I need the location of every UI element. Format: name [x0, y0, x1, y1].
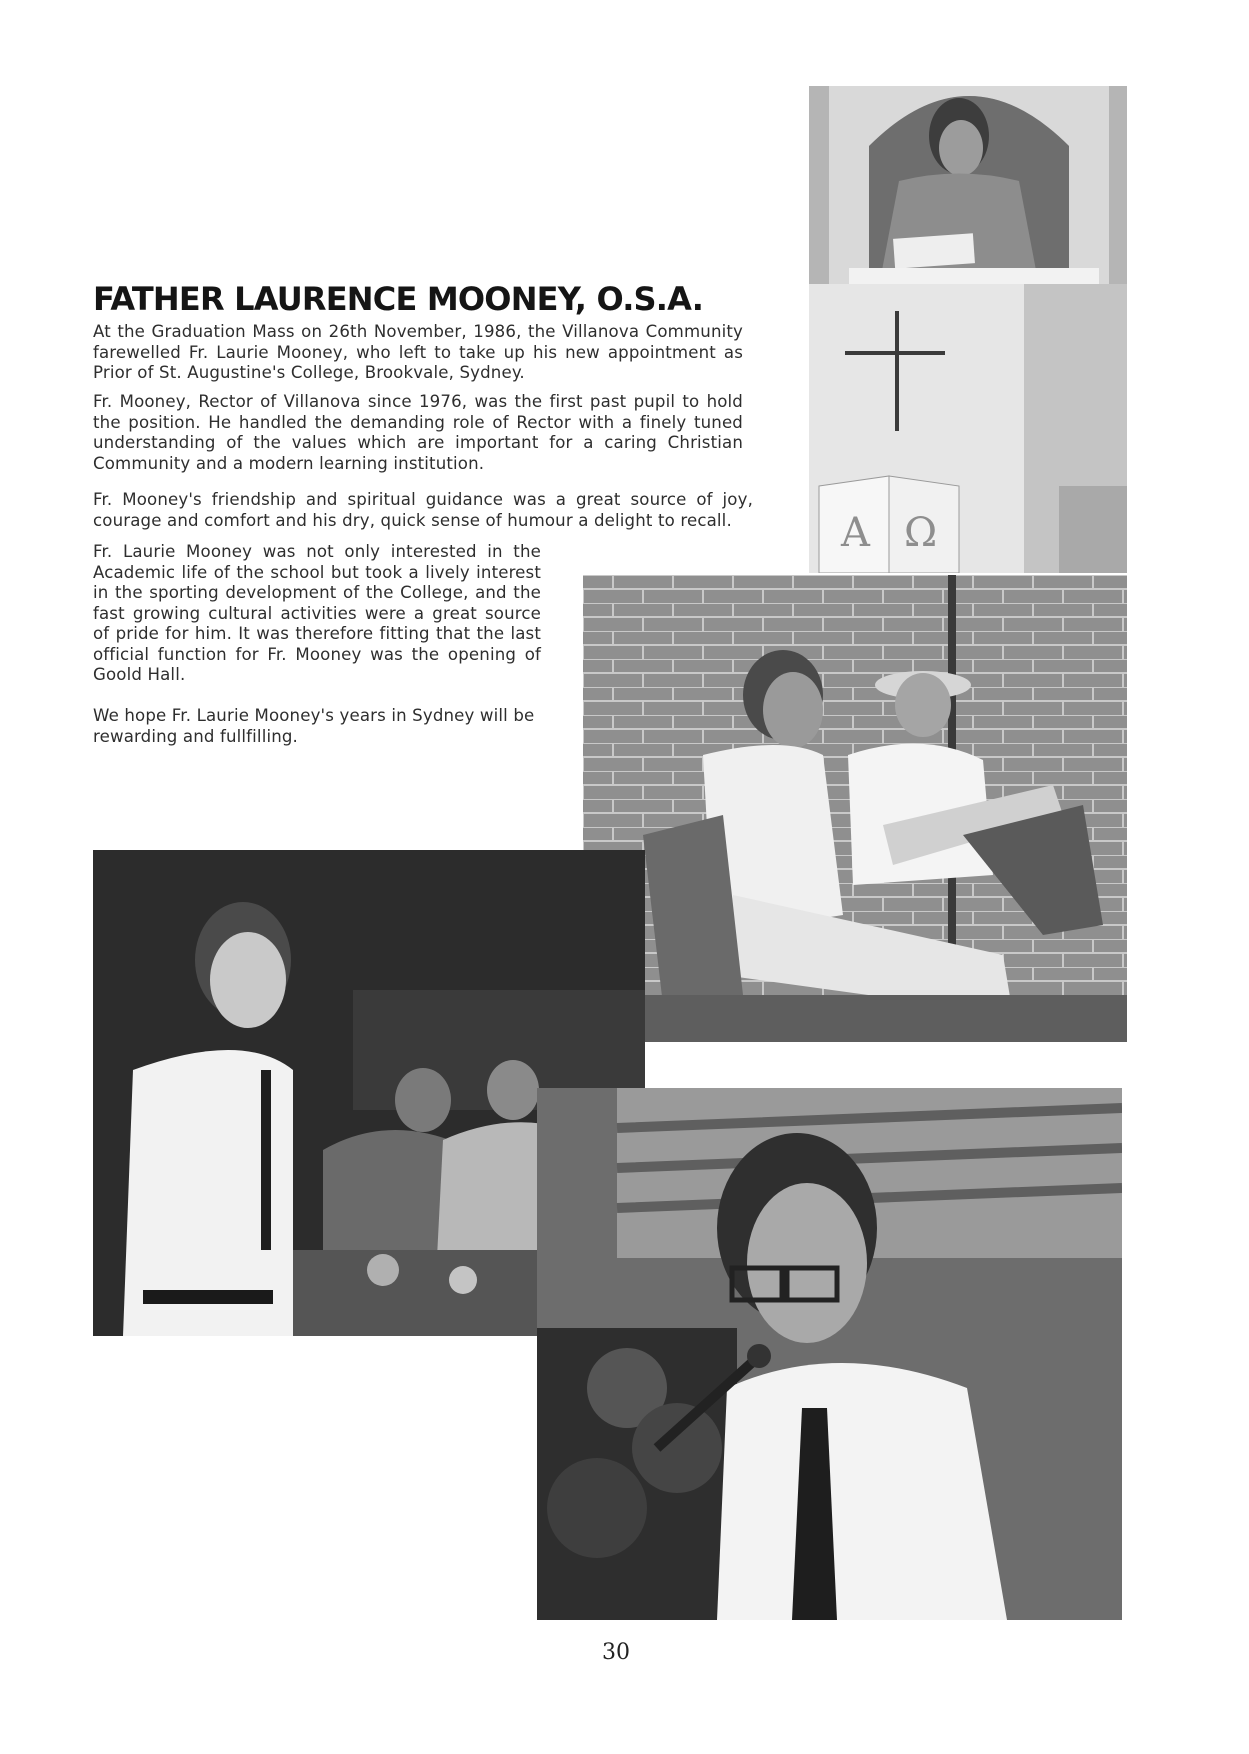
page-number: 30: [602, 1640, 630, 1665]
article-paragraph: At the Graduation Mass on 26th November, 1986, the Villanova Community farewelled Fr. Laurie Mooney, who left to take up his new appointment as Prior of St. Augustine's College, Brookvale, Sydney.: [93, 322, 743, 382]
photo-priest-at-pulpit: [809, 86, 1127, 573]
article-paragraph: Fr. Mooney's friendship and spiritual guidance was a great source of joy, courage and comfort and his dry, quick sense of humour a delight to recall.: [93, 490, 753, 530]
svg-text:Ω: Ω: [904, 510, 938, 556]
photo-speaker-at-microphone: [537, 1088, 1122, 1620]
photo-seated-at-brick-wall: [583, 575, 1127, 1042]
article-paragraph: Fr. Laurie Mooney was not only interested in the Academic life of the school but took a lively interest in the sporting development of the College, and the fast growing cultural activities were a great source of pride for him. It was therefore fitting that the last official function for Fr. Mooney was the opening of Goold Hall.: [93, 542, 541, 684]
article-paragraph: We hope Fr. Laurie Mooney's years in Sydney will be rewarding and fullfilling.: [93, 706, 535, 746]
article-title: FATHER LAURENCE MOONEY, O.S.A.: [93, 280, 704, 318]
article-paragraph: Fr. Mooney, Rector of Villanova since 1976, was the first past pupil to hold the position. He handled the demanding role of Rector with a finely tuned understanding of the values which are important for a caring Christian Community and a modern learning institution.: [93, 392, 743, 473]
svg-text:A: A: [841, 510, 870, 556]
